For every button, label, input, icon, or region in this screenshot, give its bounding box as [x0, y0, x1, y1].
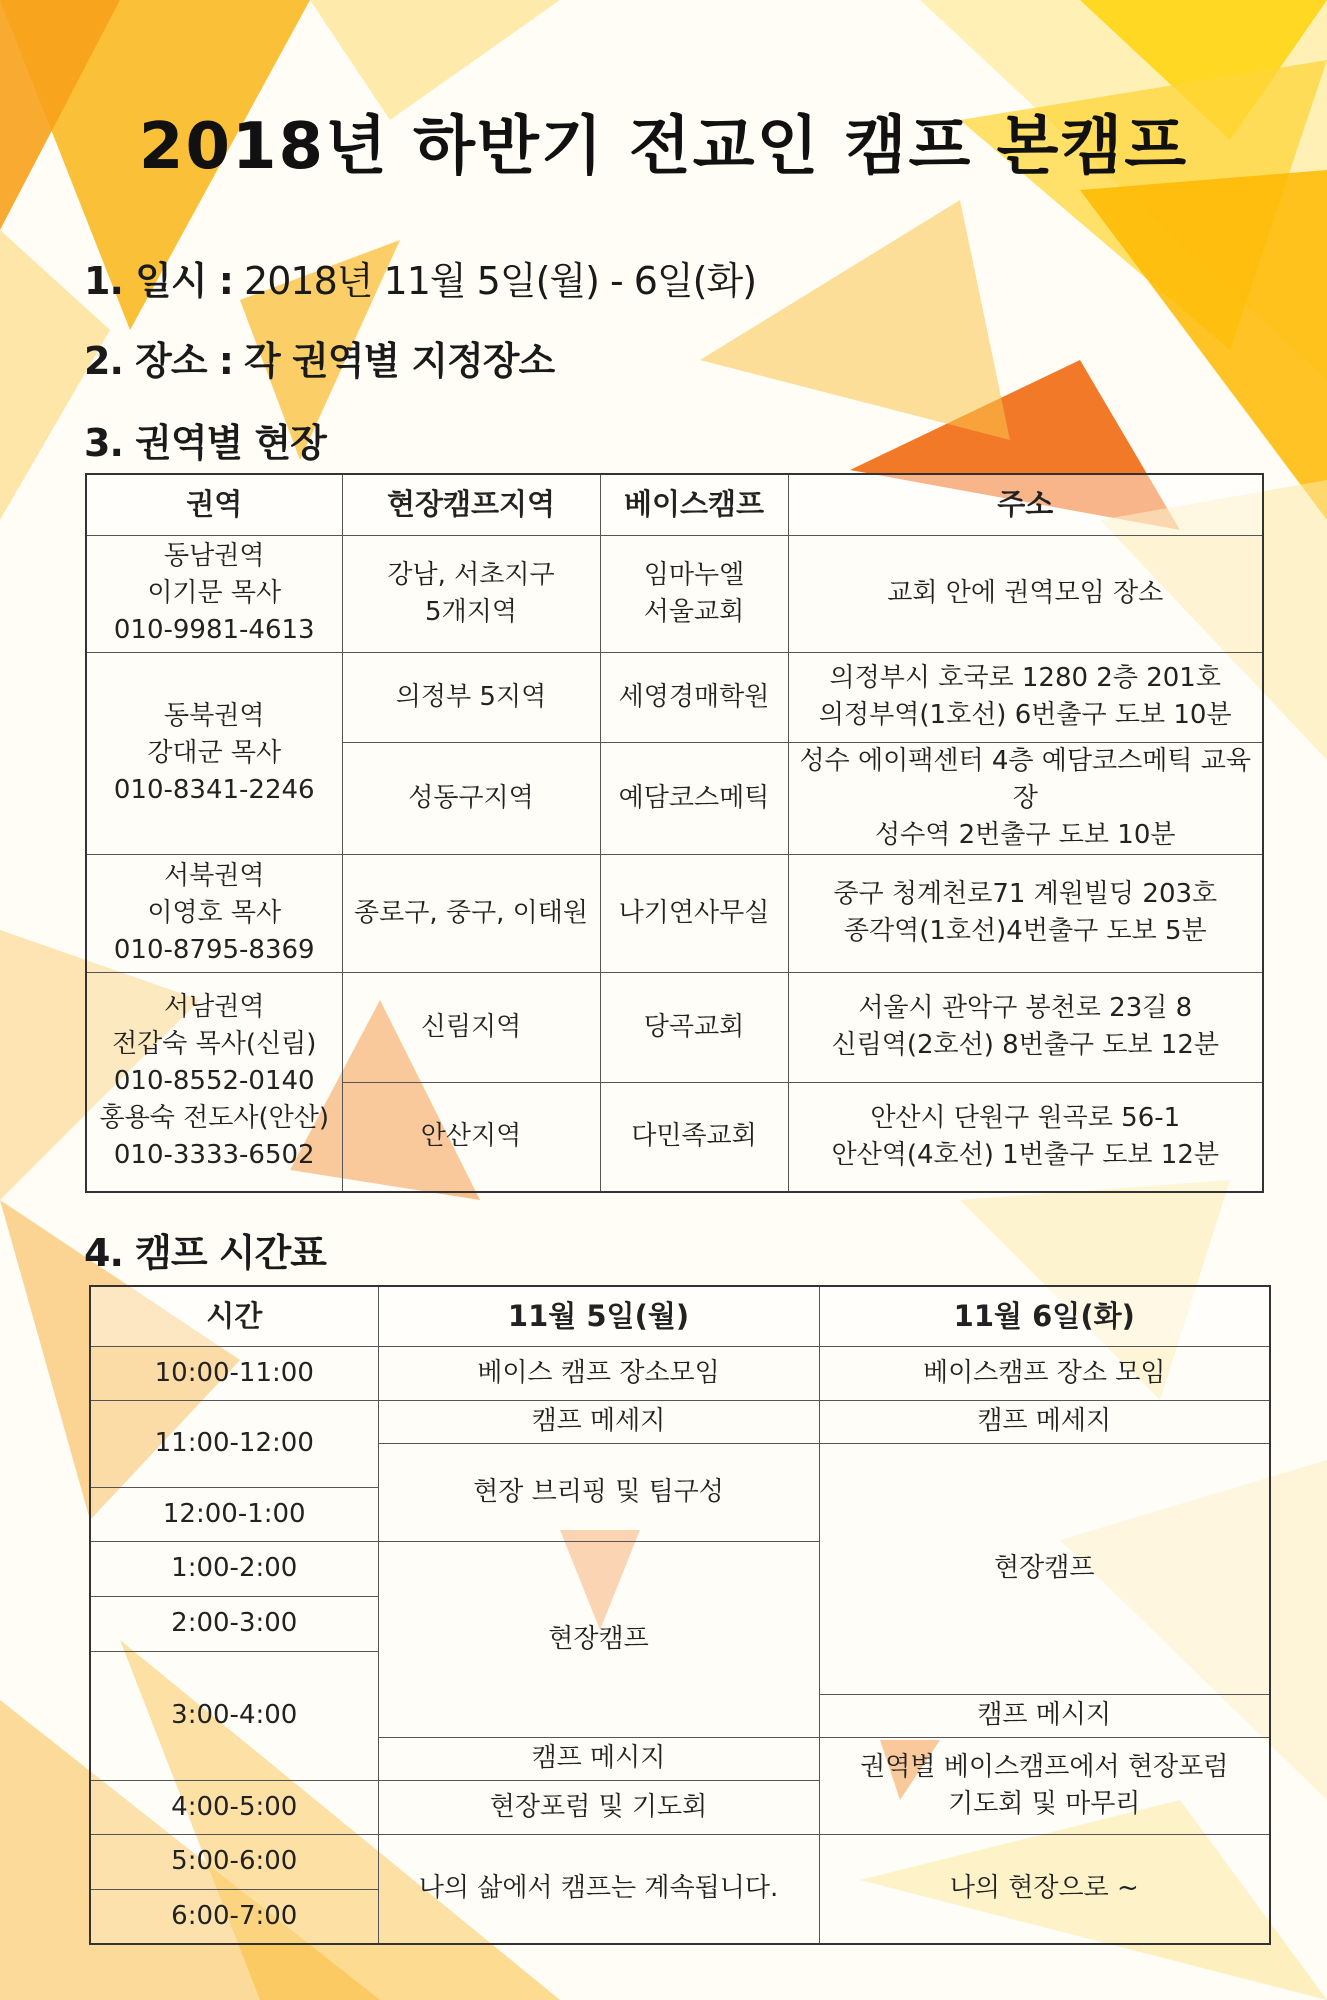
base-camp-cell: 예담코스메틱 — [600, 742, 788, 854]
place-label: 2. 장소 : — [84, 339, 233, 383]
day2-message-cell: 캠프 메세지 — [819, 1400, 1270, 1443]
field-area-cell: 강남, 서초지구 5개지역 — [342, 535, 600, 652]
page-title: 2018년 하반기 전교인 캠프 본캠프 — [138, 110, 1189, 184]
header-day2: 11월 6일(화) — [819, 1286, 1270, 1346]
field-area-cell: 안산지역 — [342, 1082, 600, 1192]
day2-forum-cell: 권역별 베이스캠프에서 현장포럼 기도회 및 마무리 — [819, 1737, 1270, 1834]
table-row — [90, 1834, 1270, 1889]
day1-message-cell: 캠프 메시지 — [378, 1737, 819, 1780]
schedule-table — [89, 1285, 1271, 1945]
day2-message-cell: 캠프 메시지 — [819, 1694, 1270, 1737]
header-field-area: 현장캠프지역 — [342, 474, 600, 535]
base-camp-cell: 당곡교회 — [600, 972, 788, 1082]
date-value: 2018년 11월 5일(월) - 6일(화) — [244, 259, 757, 303]
time-cell: 12:00-1:00 — [90, 1487, 378, 1541]
day2-closing-cell: 나의 현장으로 ~ — [819, 1834, 1270, 1944]
field-area-cell: 종로구, 중구, 이태원 — [342, 854, 600, 972]
time-cell: 11:00-12:00 — [90, 1400, 378, 1487]
time-cell: 3:00-4:00 — [90, 1651, 378, 1780]
day1-message-cell: 캠프 메세지 — [378, 1400, 819, 1443]
table-row — [86, 652, 1263, 742]
header-day1: 11월 5일(월) — [378, 1286, 819, 1346]
schedule-heading: 4. 캠프 시간표 — [84, 1231, 326, 1275]
field-area-cell: 의정부 5지역 — [342, 652, 600, 742]
address-cell: 의정부시 호국로 1280 2층 201호 의정부역(1호선) 6번출구 도보 10분 — [788, 652, 1263, 742]
day1-gathering-cell: 베이스 캠프 장소모임 — [378, 1346, 819, 1400]
region-cell: 서남권역 전갑숙 목사(신림) 010-8552-0140 홍용숙 전도사(안산) 010-3333-6502 — [86, 972, 342, 1192]
address-cell: 안산시 단원구 원곡로 56-1 안산역(4호선) 1번출구 도보 12분 — [788, 1082, 1263, 1192]
time-cell: 1:00-2:00 — [90, 1541, 378, 1596]
day1-closing-cell: 나의 삶에서 캠프는 계속됩니다. — [378, 1834, 819, 1944]
region-cell: 서북권역 이영호 목사 010-8795-8369 — [86, 854, 342, 972]
address-cell: 교회 안에 권역모임 장소 — [788, 535, 1263, 652]
header-region: 권역 — [86, 474, 342, 535]
time-cell: 2:00-3:00 — [90, 1596, 378, 1651]
table-row — [86, 535, 1263, 652]
header-time: 시간 — [90, 1286, 378, 1346]
regions-header-row — [86, 474, 1263, 535]
field-area-cell: 신림지역 — [342, 972, 600, 1082]
address-cell: 성수 에이팩센터 4층 예담코스메틱 교육장 성수역 2번출구 도보 10분 — [788, 742, 1263, 854]
regions-table — [85, 473, 1264, 1193]
table-row — [86, 972, 1263, 1082]
base-camp-cell: 세영경매학원 — [600, 652, 788, 742]
region-cell: 동북권역 강대군 목사 010-8341-2246 — [86, 652, 342, 854]
base-camp-cell: 다민족교회 — [600, 1082, 788, 1192]
day2-gathering-cell: 베이스캠프 장소 모임 — [819, 1346, 1270, 1400]
schedule-header-row — [90, 1286, 1270, 1346]
date-label: 1. 일시 : — [84, 259, 233, 303]
time-cell: 4:00-5:00 — [90, 1780, 378, 1834]
base-camp-cell: 나기연사무실 — [600, 854, 788, 972]
table-row — [90, 1400, 1270, 1443]
place-value: 각 권역별 지정장소 — [244, 339, 555, 383]
date-line — [84, 250, 756, 305]
time-cell: 6:00-7:00 — [90, 1889, 378, 1944]
base-camp-cell: 임마누엘 서울교회 — [600, 535, 788, 652]
place-line — [84, 330, 554, 385]
table-row — [86, 854, 1263, 972]
region-cell: 동남권역 이기문 목사 010-9981-4613 — [86, 535, 342, 652]
day2-field-camp-cell: 현장캠프 — [819, 1443, 1270, 1694]
regions-heading: 3. 권역별 현장 — [84, 421, 326, 465]
time-cell: 5:00-6:00 — [90, 1834, 378, 1889]
field-area-cell: 성동구지역 — [342, 742, 600, 854]
day1-briefing-cell: 현장 브리핑 및 팀구성 — [378, 1443, 819, 1541]
day1-forum-cell: 현장포럼 및 기도회 — [378, 1780, 819, 1834]
header-address: 주소 — [788, 474, 1263, 535]
header-base-camp: 베이스캠프 — [600, 474, 788, 535]
address-cell: 중구 청계천로71 계원빌딩 203호 종각역(1호선)4번출구 도보 5분 — [788, 854, 1263, 972]
address-cell: 서울시 관악구 봉천로 23길 8 신림역(2호선) 8번출구 도보 12분 — [788, 972, 1263, 1082]
day1-field-camp-cell: 현장캠프 — [378, 1541, 819, 1737]
table-row — [90, 1346, 1270, 1400]
time-cell: 10:00-11:00 — [90, 1346, 378, 1400]
